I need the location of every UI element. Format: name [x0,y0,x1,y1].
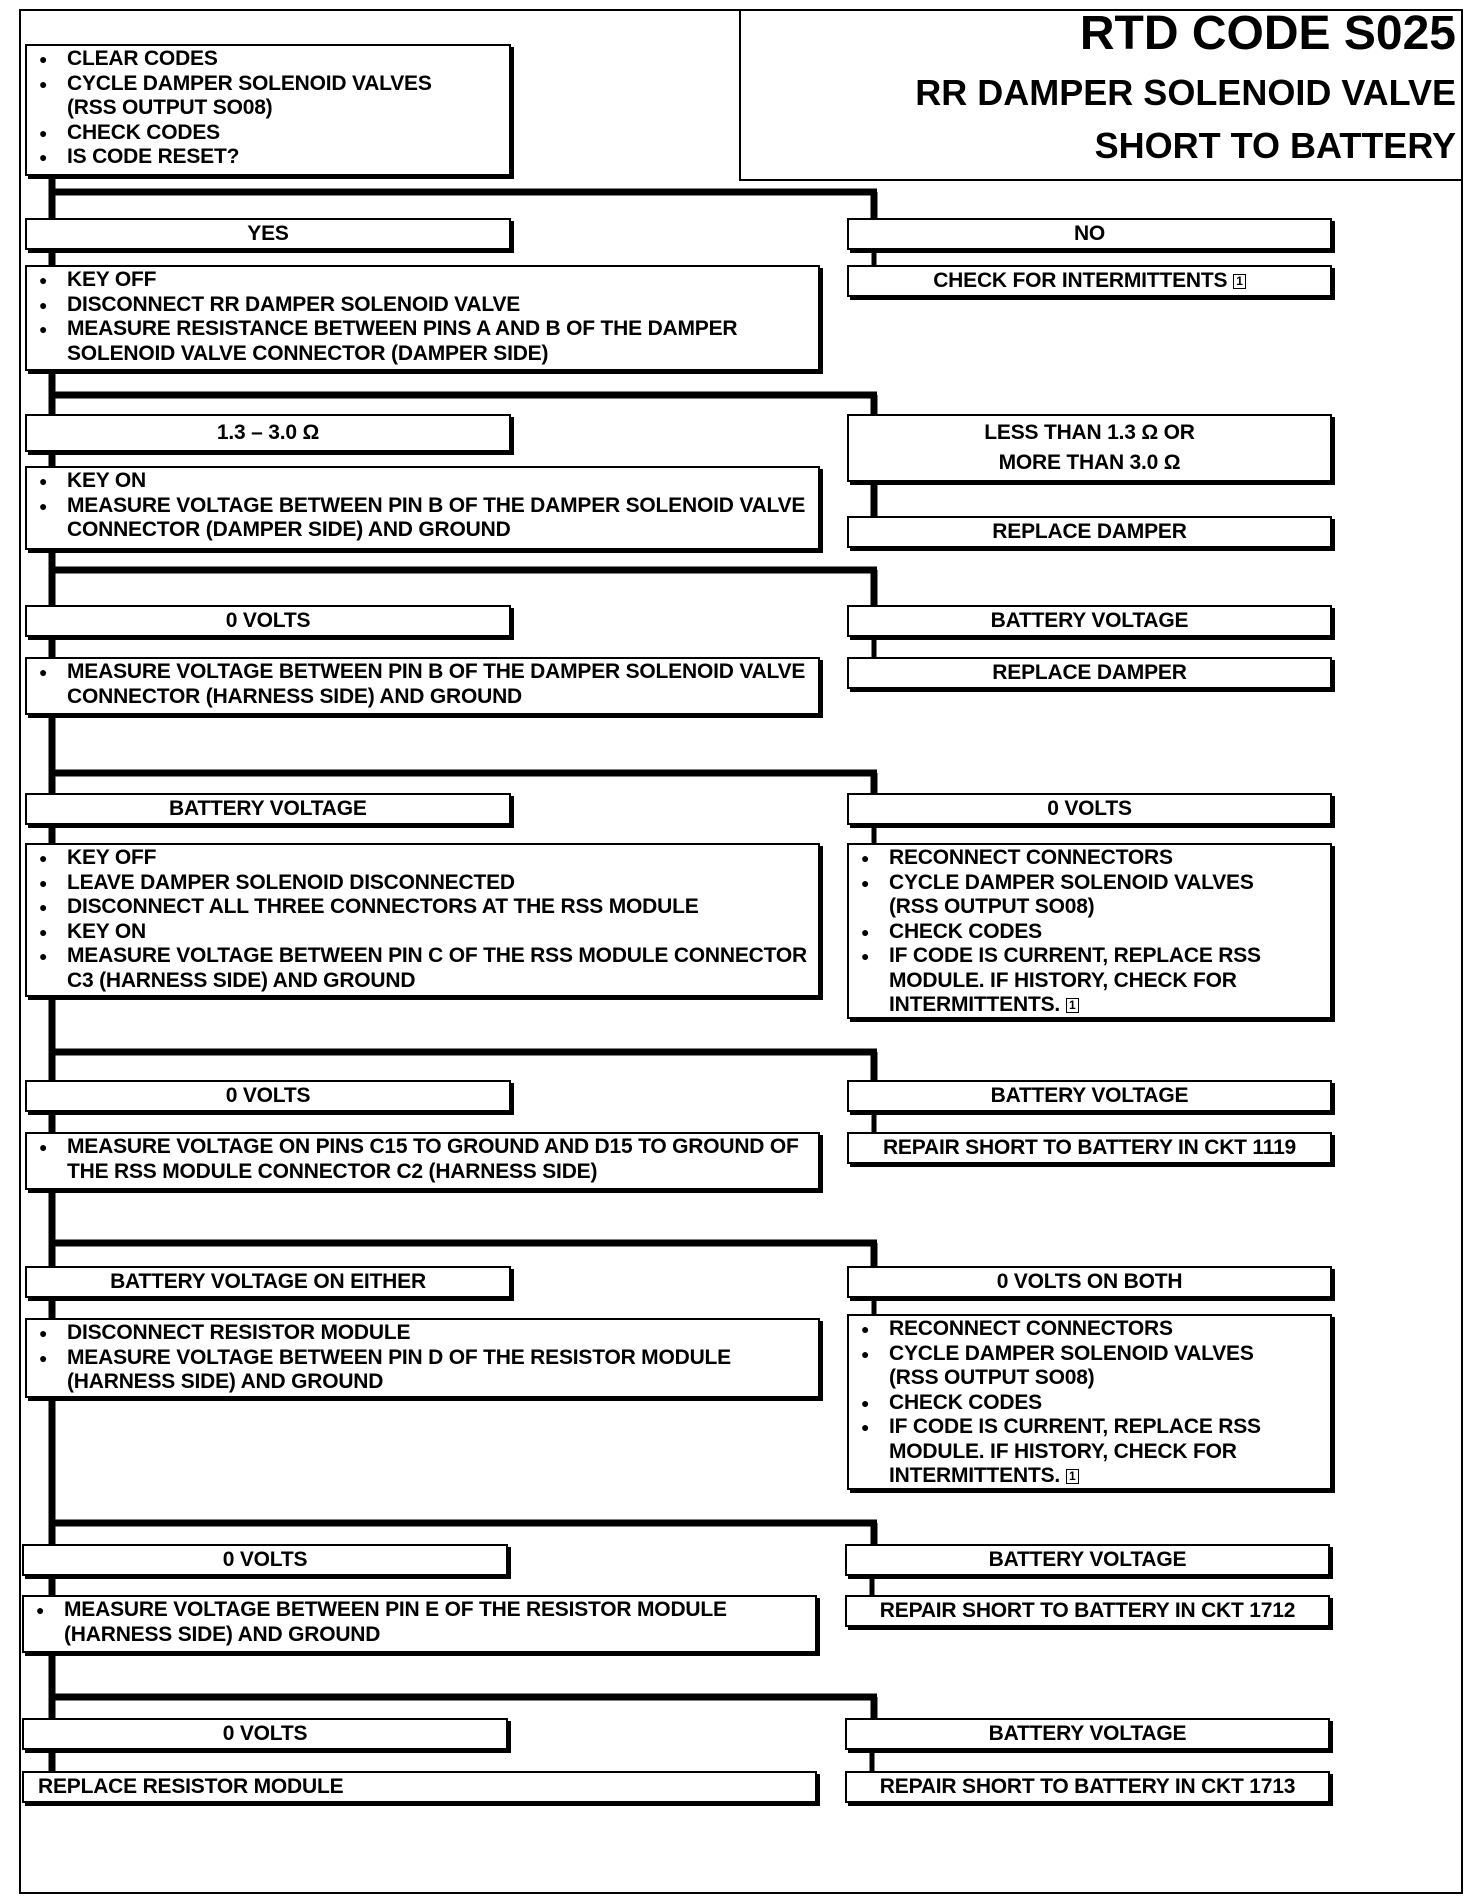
step-6-list [27,1134,818,1184]
replace-damper-box-2: REPLACE DAMPER [847,657,1332,689]
repair-ckt-1712-box: REPAIR SHORT TO BATTERY IN CKT 1712 [845,1595,1330,1627]
reference-marker: 1 [1233,274,1245,289]
step-7-right-box [847,1314,1332,1490]
bullet-text: KEY OFF [67,846,157,869]
step-7-list [27,1320,818,1395]
bullet-text: KEY ON [67,919,146,943]
step-8-box [22,1595,817,1653]
replace-resistor-box: REPLACE RESISTOR MODULE [22,1771,817,1803]
battery-voltage-label-5: BATTERY VOLTAGE [845,1718,1330,1750]
bullet-item [889,1342,1324,1367]
bullet-item [67,1346,812,1395]
bullet-text: CYCLE DAMPER SOLENOID VALVES [889,870,1254,894]
bullet-text: MEASURE VOLTAGE BETWEEN PIN B OF THE DAMPER SOLENOID VALVE CONNECTOR (HARNESS SIDE) AND GROUND [67,660,806,708]
bullet-text: DISCONNECT RR DAMPER SOLENOID VALVE [67,292,521,316]
resistance-bad-line-2: MORE THAN 3.0 Ω [998,451,1181,474]
bullet-item [889,944,1324,1018]
yes-label: YES [25,218,511,250]
step-5-right-box [847,843,1332,1019]
bullet-text: MEASURE VOLTAGE ON PINS C15 TO GROUND AND D15 TO GROUND OF THE RSS MODULE CONNECTOR C2 (HARNESS SIDE) [67,1135,799,1183]
step-5-right-list [849,845,1330,1018]
bullet-text: CHECK CODES [889,1390,1042,1414]
replace-damper-box-1: REPLACE DAMPER [847,516,1332,548]
bullet-item [67,121,503,146]
battery-voltage-label-4: BATTERY VOLTAGE [845,1544,1330,1576]
step-2-list [27,267,818,366]
resistance-ok-label: 1.3 – 3.0 Ω [25,414,511,452]
bullet-text: RECONNECT CONNECTORS [889,1317,1173,1340]
step-5-list [27,845,818,993]
bullet-text: DISCONNECT ALL THREE CONNECTORS AT THE RSS MODULE [67,895,699,918]
check-intermittents-box [847,265,1332,297]
bullet-item [67,96,503,121]
step-2-box [25,265,820,371]
zero-volts-label-1: 0 VOLTS [25,605,511,637]
step-3-box [25,466,820,550]
zero-volts-label-3: 0 VOLTS [25,1080,511,1112]
bullet-text: MEASURE VOLTAGE BETWEEN PIN B OF THE DAMPER SOLENOID VALVE CONNECTOR (DAMPER SIDE) AND GROUND [67,493,806,541]
step-7-right-list [849,1316,1330,1489]
bullet-text: (RSS OUTPUT SO08) [889,895,1095,918]
bullet-item [64,1598,809,1647]
bullet-text: MEASURE VOLTAGE BETWEEN PIN E OF THE RESISTOR MODULE (HARNESS SIDE) AND GROUND [64,1598,727,1646]
bullet-item [67,317,812,366]
bullet-item [67,293,812,318]
reference-marker: 1 [1066,1469,1078,1484]
reference-marker: 1 [1066,998,1078,1013]
battery-voltage-text-2: BATTERY VOLTAGE [169,796,367,820]
resistance-bad-line-1: LESS THAN 1.3 Ω OR [984,420,1195,444]
bullet-text: IF CODE IS CURRENT, REPLACE RSS MODULE. IF HISTORY, CHECK FOR INTERMITTENTS. [889,944,1261,1016]
bullet-item [67,268,812,293]
bullet-text: RECONNECT CONNECTORS [889,846,1173,869]
step-5-box [25,843,820,997]
code-title: RTD CODE S025 [1079,7,1456,60]
bullet-item [889,1415,1324,1489]
bullet-text: MEASURE VOLTAGE BETWEEN PIN D OF THE RESISTOR MODULE (HARNESS SIDE) AND GROUND [67,1345,731,1393]
battery-voltage-label-2 [25,793,511,825]
bullet-item [889,1391,1324,1416]
bullet-item [67,72,503,97]
bullet-item [889,871,1324,896]
bullet-item [889,920,1324,945]
bullet-text: KEY ON [67,469,146,492]
bullet-text: DISCONNECT RESISTOR MODULE [67,1321,411,1344]
bullet-item [67,1135,812,1184]
step-1-list [27,46,509,170]
step-1-box [25,44,511,176]
bullet-item [67,1321,812,1346]
bullet-item [67,469,812,494]
bullet-text: CYCLE DAMPER SOLENOID VALVES [67,71,432,95]
bullet-item [67,920,812,945]
bullet-item [67,846,812,871]
bullet-item [67,660,812,709]
bullet-text: MEASURE VOLTAGE BETWEEN PIN C OF THE RSS MODULE CONNECTOR C3 (HARNESS SIDE) AND GROUND [67,944,807,992]
battery-voltage-label-1: BATTERY VOLTAGE [847,605,1332,637]
bullet-item [67,494,812,543]
bullet-text: MEASURE RESISTANCE BETWEEN PINS A AND B OF THE DAMPER SOLENOID VALVE CONNECTOR (DAMPER SIDE) [67,317,738,365]
repair-ckt-1713-box: REPAIR SHORT TO BATTERY IN CKT 1713 [845,1771,1330,1803]
step-4-box [25,657,820,715]
bullet-item [889,1317,1324,1342]
step-8-list [24,1597,815,1647]
zero-volts-label-5: 0 VOLTS [22,1718,508,1750]
zero-both-label: 0 VOLTS ON BOTH [847,1266,1332,1298]
battery-voltage-label-3: BATTERY VOLTAGE [847,1080,1332,1112]
bullet-text: CHECK CODES [889,919,1042,943]
bullet-text: IF CODE IS CURRENT, REPLACE RSS MODULE. IF HISTORY, CHECK FOR INTERMITTENTS. [889,1415,1261,1487]
bullet-text: IS CODE RESET? [67,145,240,168]
repair-ckt-1119-box: REPAIR SHORT TO BATTERY IN CKT 1119 [847,1132,1332,1164]
no-label: NO [847,218,1332,250]
bullet-item [67,871,812,896]
title-line-1: RR DAMPER SOLENOID VALVE [915,72,1456,113]
zero-volts-label-4: 0 VOLTS [22,1544,508,1576]
step-4-list [27,659,818,709]
check-intermittents-text: CHECK FOR INTERMITTENTS [933,268,1228,292]
bullet-item [889,895,1324,920]
bullet-item [67,895,812,920]
bullet-item [67,145,503,170]
bullet-text: CYCLE DAMPER SOLENOID VALVES [889,1341,1254,1365]
bullet-text: (RSS OUTPUT SO08) [889,1366,1095,1389]
bullet-item [889,846,1324,871]
bullet-text: (RSS OUTPUT SO08) [67,96,273,119]
bullet-text: CHECK CODES [67,120,220,144]
bullet-text: LEAVE DAMPER SOLENOID DISCONNECTED [67,870,515,894]
battery-either-label: BATTERY VOLTAGE ON EITHER [25,1266,511,1298]
bullet-item [67,944,812,993]
step-7-box [25,1318,820,1398]
step-6-box [25,1132,820,1190]
step-3-list [27,468,818,543]
bullet-text: CLEAR CODES [67,47,218,70]
bullet-text: KEY OFF [67,268,157,291]
bullet-item [889,1366,1324,1391]
resistance-bad-label [847,414,1332,482]
zero-volts-label-2: 0 VOLTS [847,793,1332,825]
bullet-item [67,47,503,72]
title-line-2: SHORT TO BATTERY [1094,125,1456,166]
